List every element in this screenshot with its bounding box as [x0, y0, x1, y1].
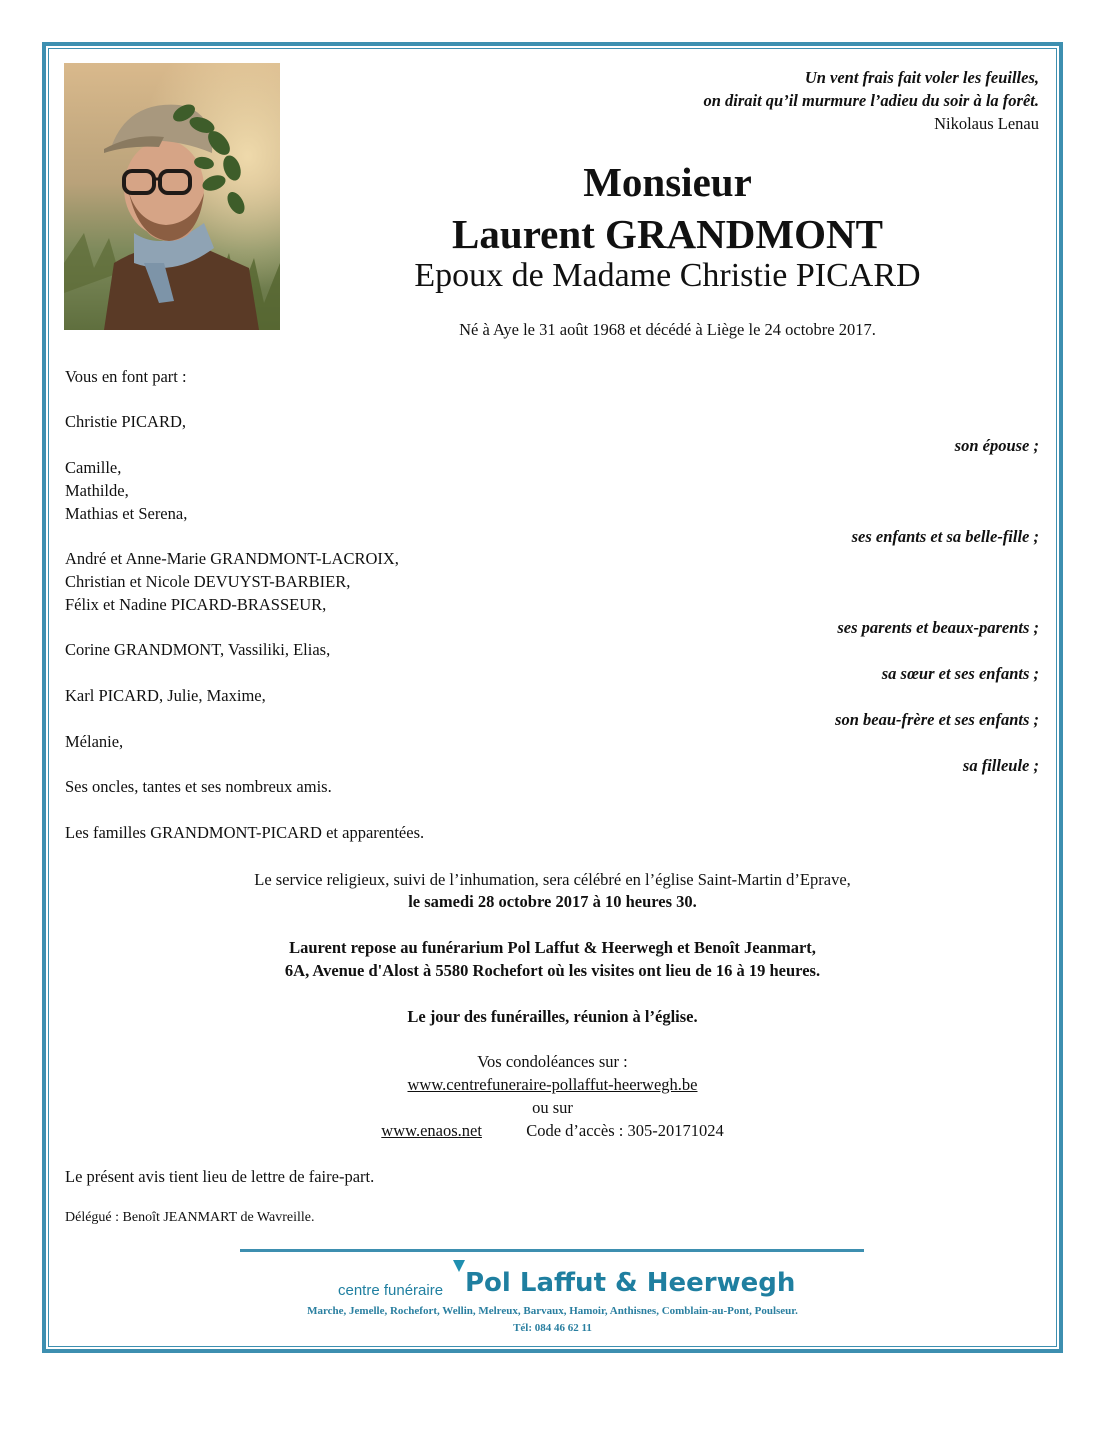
epigraph-line-2: on dirait qu’il murmure l’adieu du soir à la forêt.	[703, 91, 1039, 110]
access-code: Code d’accès : 305-20171024	[526, 1121, 724, 1140]
family-member: Christian et Nicole DEVUYST-BARBIER,	[65, 572, 351, 591]
family-member: Mélanie,	[65, 732, 124, 751]
relation-label: sa sœur et ses enfants ;	[881, 664, 1039, 683]
family-member: Karl PICARD, Julie, Maxime,	[65, 686, 266, 705]
condolences-link-funeral-center[interactable]: www.centrefuneraire-pollaffut-heerwegh.be	[407, 1075, 698, 1094]
family-member: Camille,	[65, 458, 122, 477]
family-related: Les familles GRANDMONT-PICARD et apparentées.	[65, 823, 425, 842]
family-member: Christie PICARD,	[65, 412, 187, 431]
logo-triangle-icon	[453, 1260, 465, 1272]
condolences-intro: Vos condoléances sur :	[477, 1052, 628, 1071]
family-member: Félix et Nadine PICARD-BRASSEUR,	[65, 595, 327, 614]
delegate-line: Délégué : Benoît JEANMART de Wavreille.	[65, 1210, 315, 1225]
reunion-line: Le jour des funérailles, réunion à l’église.	[407, 1007, 698, 1026]
logo-brand-name: Pol Laffut & Heerwegh	[465, 1268, 796, 1298]
family-member: André et Anne-Marie GRANDMONT-LACROIX,	[65, 549, 399, 568]
logo-phone: Tél: 084 46 62 11	[513, 1322, 592, 1334]
repose-line-1: Laurent repose au funérarium Pol Laffut & Heerwegh et Benoît Jeanmart,	[289, 938, 816, 957]
logo-rule	[240, 1249, 864, 1252]
spouse-subtitle: Epoux de Madame Christie PICARD	[414, 257, 921, 294]
condolences-link-enaos[interactable]: www.enaos.net	[381, 1121, 482, 1140]
relation-label: ses parents et beaux-parents ;	[837, 618, 1039, 637]
condolences-or: ou sur	[532, 1098, 573, 1117]
portrait-photo	[64, 63, 280, 330]
family-member: Corine GRANDMONT, Vassiliki, Elias,	[65, 640, 331, 659]
relation-label: son beau-frère et ses enfants ;	[835, 710, 1039, 729]
relation-label: sa filleule ;	[962, 756, 1039, 775]
family-others: Ses oncles, tantes et ses nombreux amis.	[65, 777, 332, 796]
relation-label: son épouse ;	[954, 436, 1039, 455]
logo-towns: Marche, Jemelle, Rochefort, Wellin, Melreux, Barvaux, Hamoir, Anthisnes, Comblain-au-Pont, Poulseur.	[307, 1305, 798, 1317]
announce-line: Vous en font part :	[65, 367, 187, 386]
birth-death-dates: Né à Aye le 31 août 1968 et décédé à Liège le 24 octobre 2017.	[459, 320, 876, 339]
relation-label: ses enfants et sa belle-fille ;	[851, 527, 1039, 546]
epigraph-line-1: Un vent frais fait voler les feuilles,	[804, 68, 1039, 87]
service-date: le samedi 28 octobre 2017 à 10 heures 30.	[408, 892, 697, 911]
logo-small-text: centre funéraire	[338, 1282, 444, 1299]
family-member: Mathilde,	[65, 481, 129, 500]
epigraph-author: Nikolaus Lenau	[934, 114, 1039, 133]
notice-line: Le présent avis tient lieu de lettre de faire-part.	[65, 1167, 375, 1186]
title-name: Laurent GRANDMONT	[452, 211, 883, 257]
service-line-1: Le service religieux, suivi de l’inhumation, sera célébré en l’église Saint-Martin d’Eprave,	[254, 870, 851, 889]
family-member: Mathias et Serena,	[65, 504, 188, 523]
title-honorific: Monsieur	[583, 159, 752, 205]
repose-line-2: 6A, Avenue d'Alost à 5580 Rochefort où les visites ont lieu de 16 à 19 heures.	[284, 961, 821, 980]
epigraph	[703, 66, 1039, 135]
